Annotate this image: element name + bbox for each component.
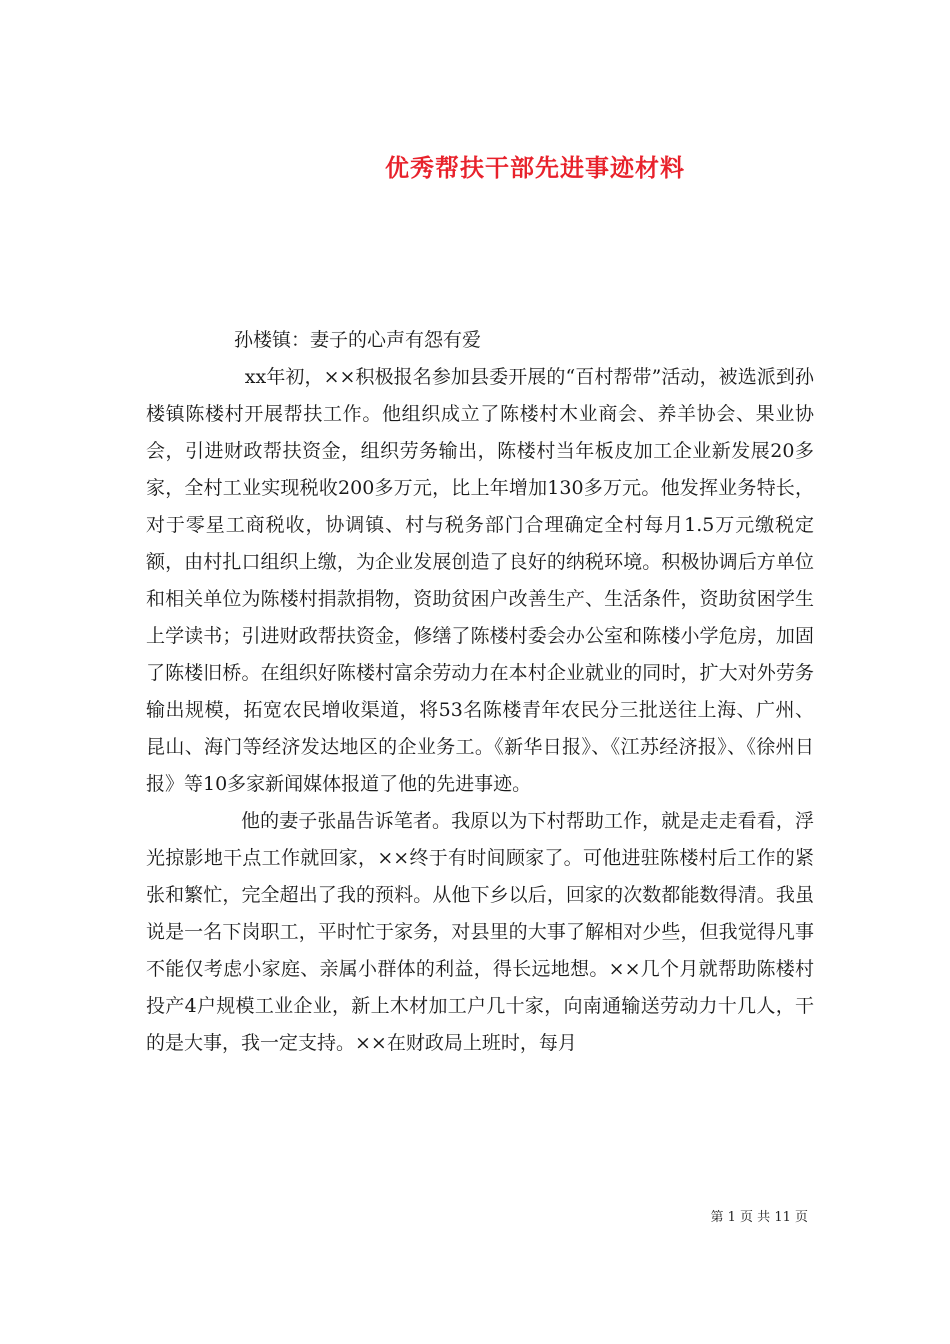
document-title: 优秀帮扶干部先进事迹材料 [385, 153, 685, 183]
document-body [146, 322, 814, 1062]
paragraph-2: 他的妻子张晶告诉笔者。我原以为下村帮助工作，就是走走看看，浮光掠影地干点工作就回家，××终于有时间顾家了。可他进驻陈楼村后工作的紧张和繁忙，完全超出了我的预料。从他下乡以后，回家的次数都能数得清。我虽说是一名下岗职工，平时忙于家务，对县里的大事了解相对少些，但我觉得凡事不能仅考虑小家庭、亲属小群体的利益，得长远地想。××几个月就帮助陈楼村投产4户规模工业企业，新上木材加工户几十家，向南通输送劳动力十几人，干的是大事，我一定支持。××在财政局上班时，每月 [146, 810, 814, 1054]
paragraph-1: xx年初，××积极报名参加县委开展的“百村帮带”活动，被选派到孙楼镇陈楼村开展帮扶工作。他组织成立了陈楼村木业商会、养羊协会、果业协会，引进财政帮扶资金，组织劳务输出，陈楼村当年板皮加工企业新发展20多家，全村工业实现税收200多万元，比上年增加130多万元。他发挥业务特长，对于零星工商税收，协调镇、村与税务部门合理确定全村每月1.5万元缴税定额，由村扎口组织上缴，为企业发展创造了良好的纳税环境。积极协调后方单位和相关单位为陈楼村捐款捐物，资助贫困户改善生产、生活条件，资助贫困学生上学读书；引进财政帮扶资金，修缮了陈楼村委会办公室和陈楼小学危房，加固了陈楼旧桥。在组织好陈楼村富余劳动力在本村企业就业的同时，扩大对外劳务输出规模，拓宽农民增收渠道，将53名陈楼青年农民分三批送往上海、广州、昆山、海门等经济发达地区的企业务工。《新华日报》、《江苏经济报》、《徐州日报》等10多家新闻媒体报道了他的先进事迹。 [146, 366, 814, 795]
section-subheading: 孙楼镇：妻子的心声有怨有爱 [234, 329, 482, 351]
page-number: 第 1 页 共 11 页 [710, 1210, 808, 1225]
